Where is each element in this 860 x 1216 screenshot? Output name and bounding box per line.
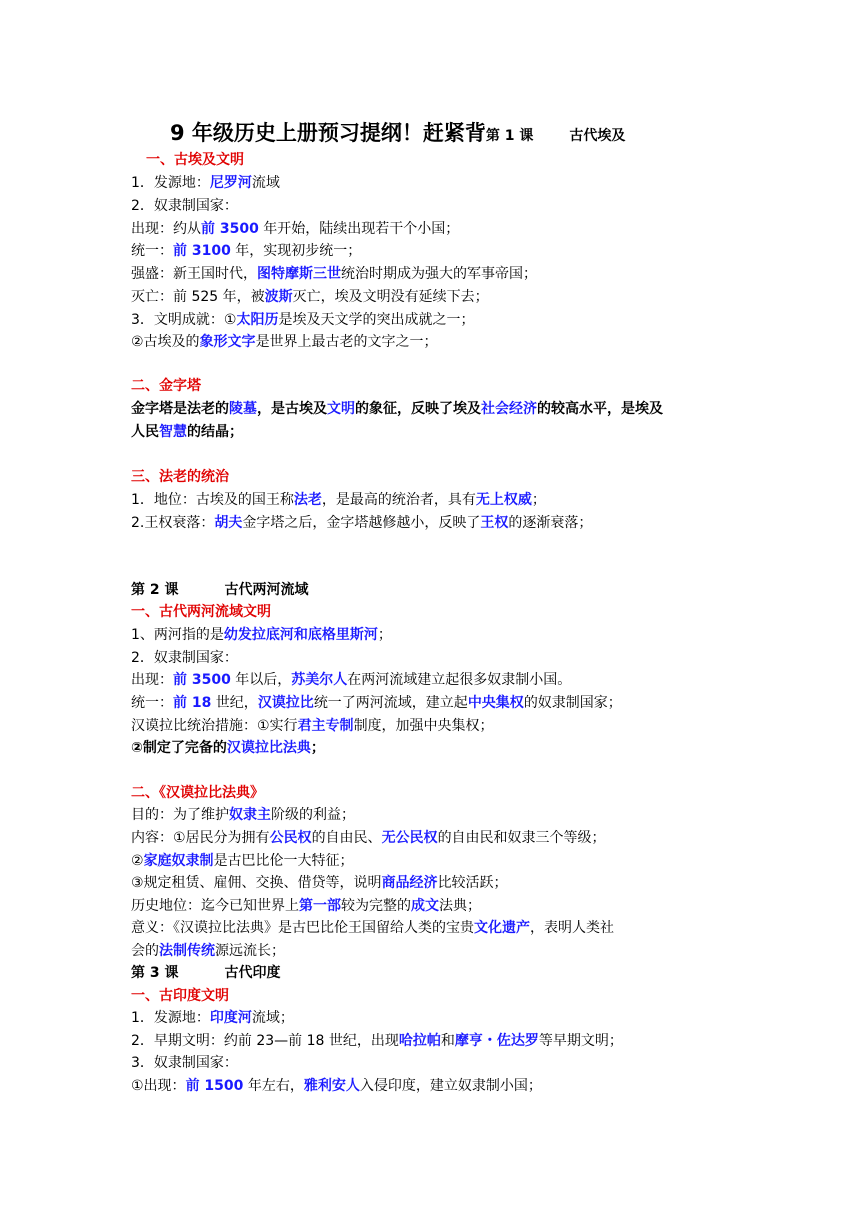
text-line: 1、两河指的是幼发拉底河和底格里斯河； xyxy=(131,627,392,643)
title-main: 9 年级历史上册预习提纲！赶紧背 xyxy=(170,121,486,145)
text-line: 目的：为了维护奴隶主阶级的利益； xyxy=(131,807,355,823)
text-line: 3．文明成就：①太阳历是埃及天文学的突出成就之一； xyxy=(131,312,475,328)
text-line: 统一：前 18 世纪，汉谟拉比统一了两河流域，建立起中央集权的奴隶制国家； xyxy=(131,695,622,711)
text-line: 出现：前 3500 年以后，苏美尔人在两河流域建立起很多奴隶制小国。 xyxy=(131,672,572,688)
text-line: ②家庭奴隶制是古巴比伦一大特征； xyxy=(131,853,354,869)
text-line: 强盛：新王国时代，图特摩斯三世统治时期成为强大的军事帝国； xyxy=(131,266,537,282)
text-line: 2.王权衰落：胡夫金字塔之后，金字塔越修越小，反映了王权的逐渐衰落； xyxy=(131,515,593,531)
text-line: 2．奴隶制国家： xyxy=(131,650,238,666)
text-line: 1．发源地：尼罗河流域 xyxy=(131,175,280,191)
heading-pharaoh-rule: 三、法老的统治 xyxy=(131,469,229,485)
title-topic: 古代埃及 xyxy=(569,128,626,144)
page-title xyxy=(170,117,625,147)
title-lesson: 第 1 课 xyxy=(485,128,534,144)
text-line: 会的法制传统源远流长； xyxy=(131,943,285,959)
text-line: ①出现：前 1500 年左右，雅利安人入侵印度，建立奴隶制小国； xyxy=(131,1078,542,1094)
text-line: 金字塔是法老的陵墓，是古埃及文明的象征，反映了埃及社会经济的较高水平，是埃及 xyxy=(131,401,663,417)
text-line: 统一：前 3100 年，实现初步统一； xyxy=(131,243,362,259)
lesson-2-title: 第 2 课 古代两河流域 xyxy=(131,582,309,598)
text-line: 历史地位：迄今已知世界上第一部较为完整的成文法典； xyxy=(131,898,481,914)
text-line: ②制定了完备的汉谟拉比法典； xyxy=(131,740,325,756)
text-line: 灭亡：前 525 年，被波斯灭亡，埃及文明没有延续下去； xyxy=(131,289,489,305)
text-line: 2．早期文明：约前 23—前 18 世纪，出现哈拉帕和摩亨・佐达罗等早期文明； xyxy=(131,1033,623,1049)
heading-mesopotamia-civilization: 一、古代两河流域文明 xyxy=(131,604,271,620)
text-line: 内容：①居民分为拥有公民权的自由民、无公民权的自由民和奴隶三个等级； xyxy=(131,830,606,846)
text-line: 意义：《汉谟拉比法典》是古巴比伦王国留给人类的宝贵文化遗产，表明人类社 xyxy=(131,920,614,936)
text-line: 汉谟拉比统治措施：①实行君主专制制度，加强中央集权； xyxy=(131,718,494,734)
heading-pyramids: 二、金字塔 xyxy=(131,378,201,394)
lesson-3-title: 第 3 课 古代印度 xyxy=(131,965,281,981)
text-line: 3．奴隶制国家： xyxy=(131,1055,238,1071)
text-line: 出现：约从前 3500 年开始，陆续出现若干个小国； xyxy=(131,221,460,237)
heading-ancient-egypt-civilization: 一、古埃及文明 xyxy=(146,152,244,168)
text-line: ③规定租赁、雇佣、交换、借贷等，说明商品经济比较活跃； xyxy=(131,875,508,891)
text-line: 1．地位：古埃及的国王称法老，是最高的统治者，具有无上权威； xyxy=(131,492,546,508)
heading-ancient-india-civilization: 一、古印度文明 xyxy=(131,988,229,1004)
text-line: 2．奴隶制国家： xyxy=(131,198,238,214)
text-line: 1．发源地：印度河流域； xyxy=(131,1010,294,1026)
heading-code-of-hammurabi: 二、《汉谟拉比法典》 xyxy=(131,785,264,801)
text-line: ②古埃及的象形文字是世界上最古老的文字之一； xyxy=(131,334,438,350)
text-line: 人民智慧的结晶； xyxy=(131,424,243,440)
